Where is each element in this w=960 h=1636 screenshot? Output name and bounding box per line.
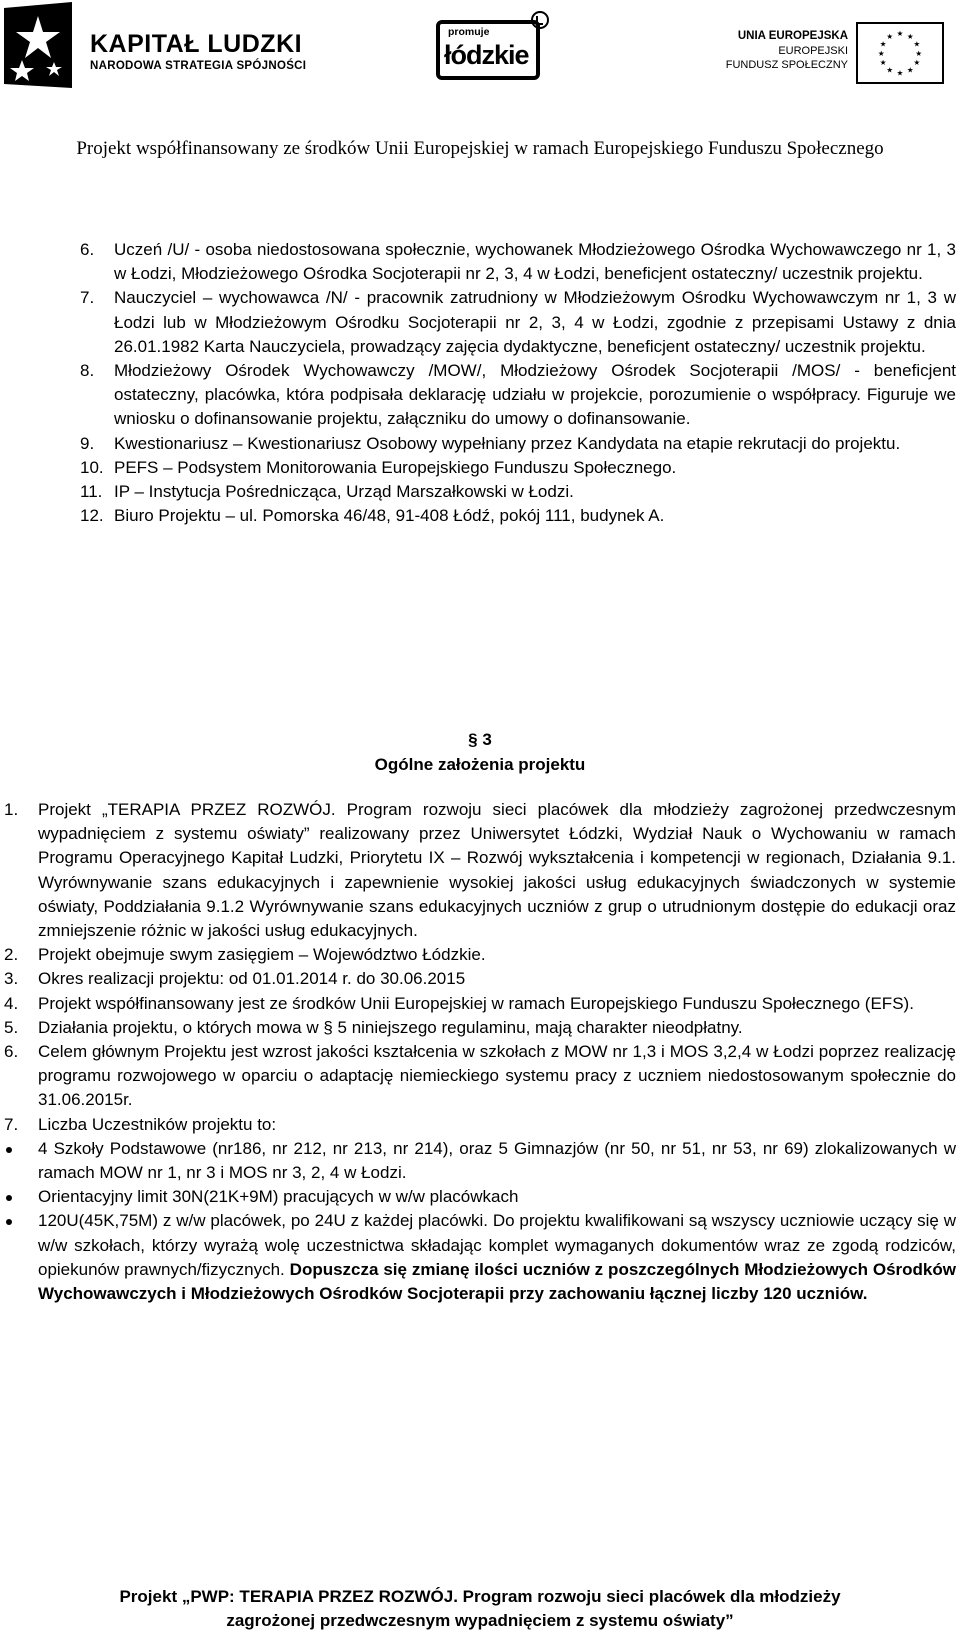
header-logos — [0, 0, 960, 100]
item-number: 2. — [4, 945, 19, 965]
item-text: Kwestionariusz – Kwestionariusz Osobowy wypełniany przez Kandydata na etapie rekrutacji do projektu. — [114, 433, 901, 453]
bullet-icon — [6, 1219, 12, 1225]
bullet-text: Orientacyjny limit 30N(21K+9M) pracujących w w/w placówkach — [38, 1187, 519, 1207]
section-heading — [0, 728, 960, 777]
kapital-ludzki-subtitle: NARODOWA STRATEGIA SPÓJNOŚCI — [90, 60, 307, 72]
bullet-item — [4, 1185, 956, 1209]
lodzkie-circle-icon — [530, 10, 550, 30]
item-number: 6. — [80, 240, 95, 259]
section-title: Ogólne założenia projektu — [374, 754, 586, 774]
item-text: Projekt obejmuje swym zasięgiem – Województwo Łódzkie. — [38, 945, 486, 965]
list-item — [4, 1016, 956, 1040]
bullet-text: 120U(45K,75M) z w/w placówek, po 24U z każdej placówki. Do projektu kwalifikowani są wszyscy uczniowie uczący się w w/w szkołach, którzy wyrażą wolę uczestnictwa składając komplet wymaganych dokumentów wraz ze zgodą rodziców, opiekunów prawnych/fizycznych. — [38, 1211, 956, 1279]
list-item — [4, 798, 956, 943]
item-text: Liczba Uczestników projektu to: — [38, 1114, 277, 1134]
list-item — [4, 1040, 956, 1113]
page-footer — [0, 1585, 960, 1633]
item-number: 7. — [4, 1114, 19, 1134]
item-text: PEFS – Podsystem Monitorowania Europejskiego Funduszu Społecznego. — [114, 457, 677, 477]
eu-line-1: UNIA EUROPEJSKA — [737, 30, 848, 42]
lodzkie-big-text: łódzkie — [444, 40, 529, 70]
bullet-item — [4, 1137, 956, 1185]
svg-text:★: ★ — [913, 39, 921, 49]
item-text: IP – Instytucja Pośrednicząca, Urząd Marszałkowski w Łodzi. — [114, 482, 574, 502]
funding-line: Projekt współfinansowany ze środków Unii Europejskiej w ramach Europejskiego Funduszu Społecznego — [76, 138, 884, 159]
svg-text:★: ★ — [877, 48, 885, 58]
list-item — [80, 504, 956, 528]
bullet-icon — [6, 1147, 12, 1153]
item-number: 6. — [4, 1042, 19, 1062]
svg-text:★: ★ — [896, 29, 904, 39]
bullet-bold-text: Dopuszcza się zmianę ilości uczniów z poszczególnych Młodzieżowych Ośrodków Wychowawczych i Młodzieżowych Ośrodków Socjoterapii przy zachowaniu łącznej liczby 120 uczniów. — [38, 1259, 956, 1304]
svg-text:★: ★ — [879, 58, 887, 68]
footer-line-2: zagrożonej przedwczesnym wypadnięciem z systemu oświaty” — [226, 1611, 734, 1630]
item-number: 9. — [80, 433, 95, 453]
item-number: 1. — [4, 800, 19, 819]
item-text: Projekt „TERAPIA PRZEZ ROZWÓJ. Program rozwoju sieci placówek dla młodzieży zagrożonej przedwczesnym wypadnięciem z systemu oświaty” realizowany przez Uniwersytet Łódzki, Wydział Nauk o Wychowaniu w ramach Programu Operacyjnego Kapitał Ludzki, Priorytetu IX – Rozwój wykształcenia i kompetencji w regionach, Działania 9.1. Wyrównywanie szans edukacyjnych i zapewnienie wysokiej jakości usług edukacyjnych świadczonych w systemie oświaty, Poddziałania 9.1.2 Wyrównywanie szans edukacyjnych uczniów z grup o utrudnionym dostępie do edukacji oraz zmniejszenie różnic w jakości usług edukacyjnych. — [38, 800, 956, 941]
item-text: Projekt współfinansowany jest ze środków Unii Europejskiej w ramach Europejskiego Funduszu Społecznego (EFS). — [38, 993, 914, 1013]
bullet-item — [4, 1209, 956, 1306]
item-number: 5. — [4, 1017, 19, 1037]
item-text: Młodzieżowy Ośrodek Wychowawczy /MOW/, Młodzieżowy Ośrodek Socjoterapii /MOS/ - beneficjent ostateczny, placówka, która podpisała deklarację udziału w projekcie, porozumienie o współpracy. Figuruje we wniosku o dofinansowanie projektu, załączniku do umowy o dofinansowanie. — [114, 361, 956, 429]
svg-text:★: ★ — [906, 31, 914, 41]
section-symbol: § 3 — [468, 730, 492, 749]
bullet-icon — [6, 1195, 12, 1201]
item-number: 7. — [80, 288, 95, 308]
eu-flag-icon — [856, 22, 944, 84]
list-item — [4, 943, 956, 967]
svg-text:★: ★ — [915, 48, 923, 58]
item-text: Uczeń /U/ - osoba niedostosowana społecznie, wychowanek Młodzieżowego Ośrodka Wychowawczego nr 1, 3 w Łodzi, Młodzieżowego Ośrodka Socjoterapii nr 2, 3, 4 w Łodzi, beneficjent ostateczny/ uczestnik projektu. — [114, 240, 956, 284]
lodzkie-small-text: promuje — [448, 26, 490, 38]
list-item — [80, 432, 956, 456]
list-item — [4, 992, 956, 1016]
item-number: 10. — [80, 457, 104, 477]
promuje-lodzkie-logo — [434, 10, 556, 82]
footer-line-1: Projekt „PWP: TERAPIA PRZEZ ROZWÓJ. Program rozwoju sieci placówek dla młodzieży — [119, 1587, 841, 1606]
definitions-list — [80, 238, 956, 528]
svg-text:★: ★ — [913, 58, 921, 68]
list-item — [80, 238, 956, 286]
kapital-ludzki-logo — [4, 2, 307, 92]
svg-text:★: ★ — [886, 65, 894, 75]
rules-list — [4, 798, 956, 1306]
item-number: 12. — [80, 506, 104, 526]
eu-line-3: FUNDUSZ SPOŁECZNY — [725, 59, 848, 71]
kapital-ludzki-title: KAPITAŁ LUDZKI — [90, 30, 303, 58]
list-item — [80, 456, 956, 480]
item-text: Biuro Projektu – ul. Pomorska 46/48, 91-408 Łódź, pokój 111, budynek A. — [114, 506, 665, 526]
kapital-ludzki-star-icon — [4, 2, 72, 88]
item-number: 11. — [80, 482, 103, 502]
item-text: Celem głównym Projektu jest wzrost jakości kształcenia w szkołach z MOW nr 1,3 i MOS 3,2,4 w Łodzi poprzez realizację programu rozwojowego w oparciu o adaptację niemieckiego systemu pracy z uczniem niedostosowanym społecznie do 31.06.2015r. — [38, 1042, 956, 1110]
list-item — [4, 967, 956, 991]
eu-line-2: EUROPEJSKI — [778, 45, 848, 57]
bullet-text: 4 Szkoły Podstawowe (nr186, nr 212, nr 213, nr 214), oraz 5 Gimnazjów (nr 50, nr 51, nr 53, nr 69) zlokalizowanych w ramach MOW nr 1, nr 3 i MOS nr 3, 2, 4 w Łodzi. — [38, 1138, 956, 1183]
item-text: Okres realizacji projektu: od 01.01.2014 r. do 30.06.2015 — [38, 969, 466, 989]
item-number: 4. — [4, 993, 19, 1013]
item-text: Działania projektu, o których mowa w § 5 niniejszego regulaminu, mają charakter nieodpłatny. — [38, 1017, 743, 1037]
svg-text:★: ★ — [906, 65, 914, 75]
list-item — [80, 286, 956, 359]
list-item — [80, 359, 956, 432]
list-item — [4, 1113, 956, 1137]
item-number: 3. — [4, 969, 19, 989]
svg-text:★: ★ — [896, 68, 904, 78]
list-item — [80, 480, 956, 504]
svg-text:★: ★ — [879, 39, 887, 49]
item-number: 8. — [80, 361, 95, 381]
item-text: Nauczyciel – wychowawca /N/ - pracownik zatrudniony w Młodzieżowym Ośrodku Wychowawczym nr 1, 3 w Łodzi lub w Młodzieżowym Ośrodku Socjoterapii nr 2, 3, 4 w Łodzi, zgodnie z przepisami Ustawy z dnia 26.01.1982 Karta Nauczyciela, prowadzący zajęcia dydaktyczne, beneficjent ostateczny/ uczestnik projektu. — [114, 288, 956, 356]
eu-logo — [716, 18, 956, 88]
svg-text:★: ★ — [886, 31, 894, 41]
